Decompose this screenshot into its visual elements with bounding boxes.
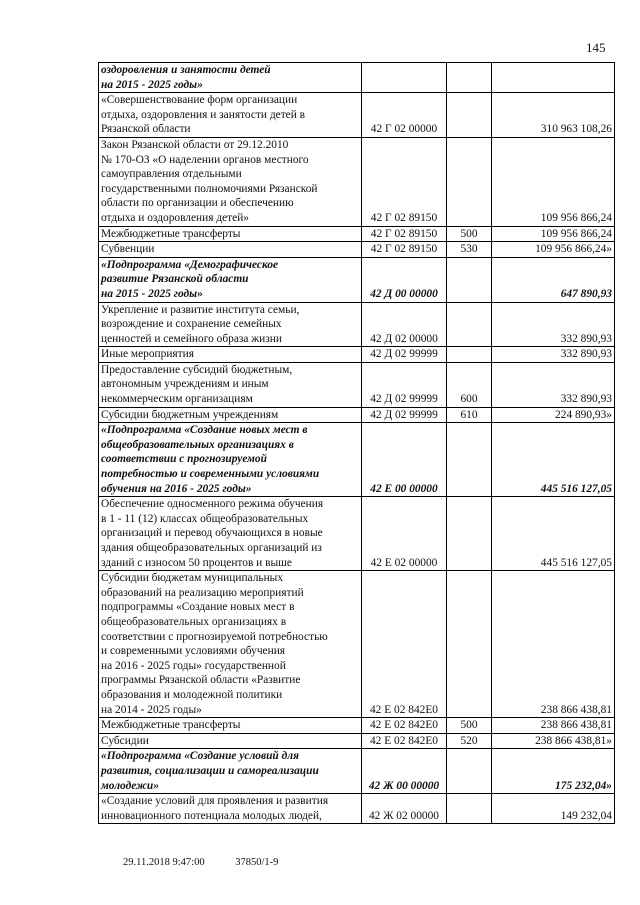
table-row [99,497,615,571]
cell-amount [492,93,615,138]
cell-amount-text: 238 866 438,81 [540,719,612,732]
cell-target-code [362,302,447,347]
cell-amount [492,794,615,824]
cell-target-code-text: 42 Е 02 842Е0 [369,719,439,732]
cell-amount [492,347,615,363]
cell-name [99,63,362,93]
cell-name-text: Субсидии бюджетам муниципальных образований на реализацию мероприятий подпрограммы «Создание новых мест в общеобразовательных организациях в соответствии с прогнозируемой потребностью и современными условиями обучения на 2016 - 2025 годы» государственной программы Рязанской области «Развитие образования и молодежной политики на 2014 - 2025 годы» [101,572,328,716]
table-row [99,718,615,734]
table-row [99,302,615,347]
cell-name-text: «Подпрограмма «Создание новых мест в общеобразовательных организациях в соответствии с прогнозируемой потребностью и современными условиями обучения на 2016 - 2025 годы» [101,424,320,495]
cell-amount-text: 109 956 866,24 [540,211,612,224]
cell-expense-type [447,733,492,749]
table-row [99,257,615,302]
cell-target-code-text: 42 Е 02 842Е0 [369,703,439,716]
table-row [99,93,615,138]
cell-amount [492,242,615,258]
cell-expense-type [447,497,492,571]
cell-name [99,794,362,824]
cell-name [99,257,362,302]
cell-target-code [362,242,447,258]
cell-expense-type [447,571,492,718]
page-number: 145 [586,40,606,55]
cell-target-code-text: 42 Д 00 00000 [370,287,438,300]
cell-name-text: Обеспечение односменного режима обучения в 1 - 11 (12) классах общеобразовательных организаций и перевод обучающихся в новые здания общеобразовательных организаций из зданий с износом 50 процентов и выше [101,498,324,569]
cell-name [99,362,362,407]
cell-expense-type [447,407,492,423]
cell-amount-text: 238 866 438,81 [540,703,612,716]
cell-amount-text: 310 963 108,26 [540,123,612,136]
cell-target-code-text: 42 Д 02 99999 [370,393,438,406]
budget-table-body [99,63,615,824]
cell-name [99,423,362,497]
table-row [99,407,615,423]
cell-target-code [362,571,447,718]
cell-target-code-text: 42 Г 02 89150 [370,227,438,240]
cell-name [99,497,362,571]
cell-target-code-text: 42 Д 02 00000 [370,332,438,345]
cell-name-text: «Создание условий для проявления и развития инновационного потенциала молодых людей, [101,795,329,822]
table-row [99,571,615,718]
cell-expense-type [447,362,492,407]
cell-expense-type [447,423,492,497]
cell-target-code [362,226,447,242]
cell-amount-text: 238 866 438,81» [535,734,612,747]
cell-name-text: Укрепление и развитие института семьи, возрождение и сохранение семейных ценностей и семейного образа жизни [101,303,300,345]
cell-target-code-text: 42 Г 02 89150 [370,243,438,256]
cell-amount-text: 647 890,93 [560,287,612,300]
cell-target-code [362,93,447,138]
cell-expense-type [447,347,492,363]
document-footer [123,857,306,868]
table-row [99,242,615,258]
cell-target-code [362,794,447,824]
cell-name-text: Предоставление субсидий бюджетным, автономным учреждениям и иным некоммерческим организациям [101,363,293,406]
cell-name [99,571,362,718]
table-row [99,347,615,363]
table-row [99,423,615,497]
cell-name [99,93,362,138]
cell-expense-type-text: 520 [460,734,478,747]
cell-target-code [362,63,447,93]
cell-amount-text: 149 232,04 [560,809,612,822]
cell-amount [492,571,615,718]
cell-expense-type [447,226,492,242]
cell-name [99,226,362,242]
cell-expense-type [447,137,492,226]
cell-expense-type [447,257,492,302]
cell-amount [492,63,615,93]
cell-amount [492,137,615,226]
cell-amount [492,733,615,749]
cell-name-text: Субсидии бюджетным учреждениям [101,408,279,421]
cell-amount [492,362,615,407]
cell-amount-text: 445 516 127,05 [540,556,612,569]
cell-amount [492,226,615,242]
cell-name-text: Субсидии [101,734,149,747]
cell-name [99,749,362,794]
cell-expense-type [447,242,492,258]
table-row [99,63,615,93]
cell-name-text: Закон Рязанской области от 29.12.2010 № 170-ОЗ «О наделении органов местного самоуправления отдельными государственными полномочиями Рязанской области по организации и обеспечению отдыха и оздоровления детей» [101,138,318,224]
cell-name-text: «Подпрограмма «Создание условий для развития, социализации и самореализации молодежи» [101,750,319,792]
cell-name-text: оздоровления и занятости детей на 2015 - 2025 годы» [101,64,271,91]
table-row [99,137,615,226]
cell-target-code [362,497,447,571]
cell-target-code-text: 42 Ж 00 00000 [368,779,440,792]
cell-name-text: «Подпрограмма «Демографическое развитие Рязанской области на 2015 - 2025 годы» [101,258,279,300]
cell-name-text: Субвенции [101,243,155,256]
cell-target-code-text: 42 Е 00 00000 [370,482,438,495]
cell-expense-type-text: 500 [460,719,478,732]
cell-amount-text: 175 232,04» [555,779,612,792]
cell-target-code [362,423,447,497]
cell-target-code [362,733,447,749]
table-row [99,362,615,407]
cell-amount-text: 332 890,93 [560,348,612,361]
cell-target-code-text: 42 Д 02 99999 [370,348,438,361]
cell-name-text: Межбюджетные трансферты [101,227,241,240]
cell-amount-text: 332 890,93 [560,332,612,345]
cell-name [99,347,362,363]
cell-expense-type [447,749,492,794]
cell-amount [492,718,615,734]
cell-expense-type-text: 500 [460,227,478,240]
cell-target-code [362,407,447,423]
cell-amount-text: 332 890,93 [560,393,612,406]
cell-amount [492,749,615,794]
cell-target-code [362,257,447,302]
cell-expense-type [447,63,492,93]
cell-target-code-text: 42 Е 02 00000 [370,556,438,569]
cell-target-code-text: 42 Ж 02 00000 [368,809,439,822]
cell-target-code-text: 42 Г 02 89150 [370,211,438,224]
cell-name [99,718,362,734]
cell-target-code [362,718,447,734]
cell-target-code-text: 42 Е 02 842Е0 [369,734,439,747]
footer-doc-id: 37850/1-9 [235,857,279,868]
cell-target-code [362,347,447,363]
cell-expense-type [447,93,492,138]
table-row [99,226,615,242]
cell-expense-type [447,302,492,347]
cell-expense-type-text: 600 [460,393,478,406]
cell-name [99,242,362,258]
cell-name [99,137,362,226]
cell-amount [492,257,615,302]
cell-name-text: Межбюджетные трансферты [101,719,241,732]
cell-amount [492,302,615,347]
cell-expense-type-text: 610 [460,408,478,421]
footer-datetime: 29.11.2018 9:47:00 [123,857,205,868]
cell-amount-text: 224 890,93» [555,408,612,421]
cell-name-text: Иные мероприятия [101,348,194,361]
cell-amount-text: 109 956 866,24» [535,243,612,256]
cell-amount [492,423,615,497]
table-row [99,733,615,749]
table-row [99,794,615,824]
cell-name [99,407,362,423]
cell-amount [492,407,615,423]
cell-target-code-text: 42 Д 02 99999 [370,408,438,421]
cell-name [99,733,362,749]
cell-target-code [362,362,447,407]
cell-expense-type [447,794,492,824]
cell-amount-text: 445 516 127,05 [540,482,612,495]
cell-expense-type [447,718,492,734]
cell-target-code-text: 42 Г 02 00000 [370,123,438,136]
cell-target-code [362,749,447,794]
cell-expense-type-text: 530 [460,243,478,256]
cell-amount [492,497,615,571]
cell-name [99,302,362,347]
table-row [99,749,615,794]
budget-table [98,62,615,824]
cell-name-text: «Совершенствование форм организации отдыха, оздоровления и занятости детей в Рязанской области [101,94,306,136]
cell-amount-text: 109 956 866,24 [540,227,612,240]
cell-target-code [362,137,447,226]
